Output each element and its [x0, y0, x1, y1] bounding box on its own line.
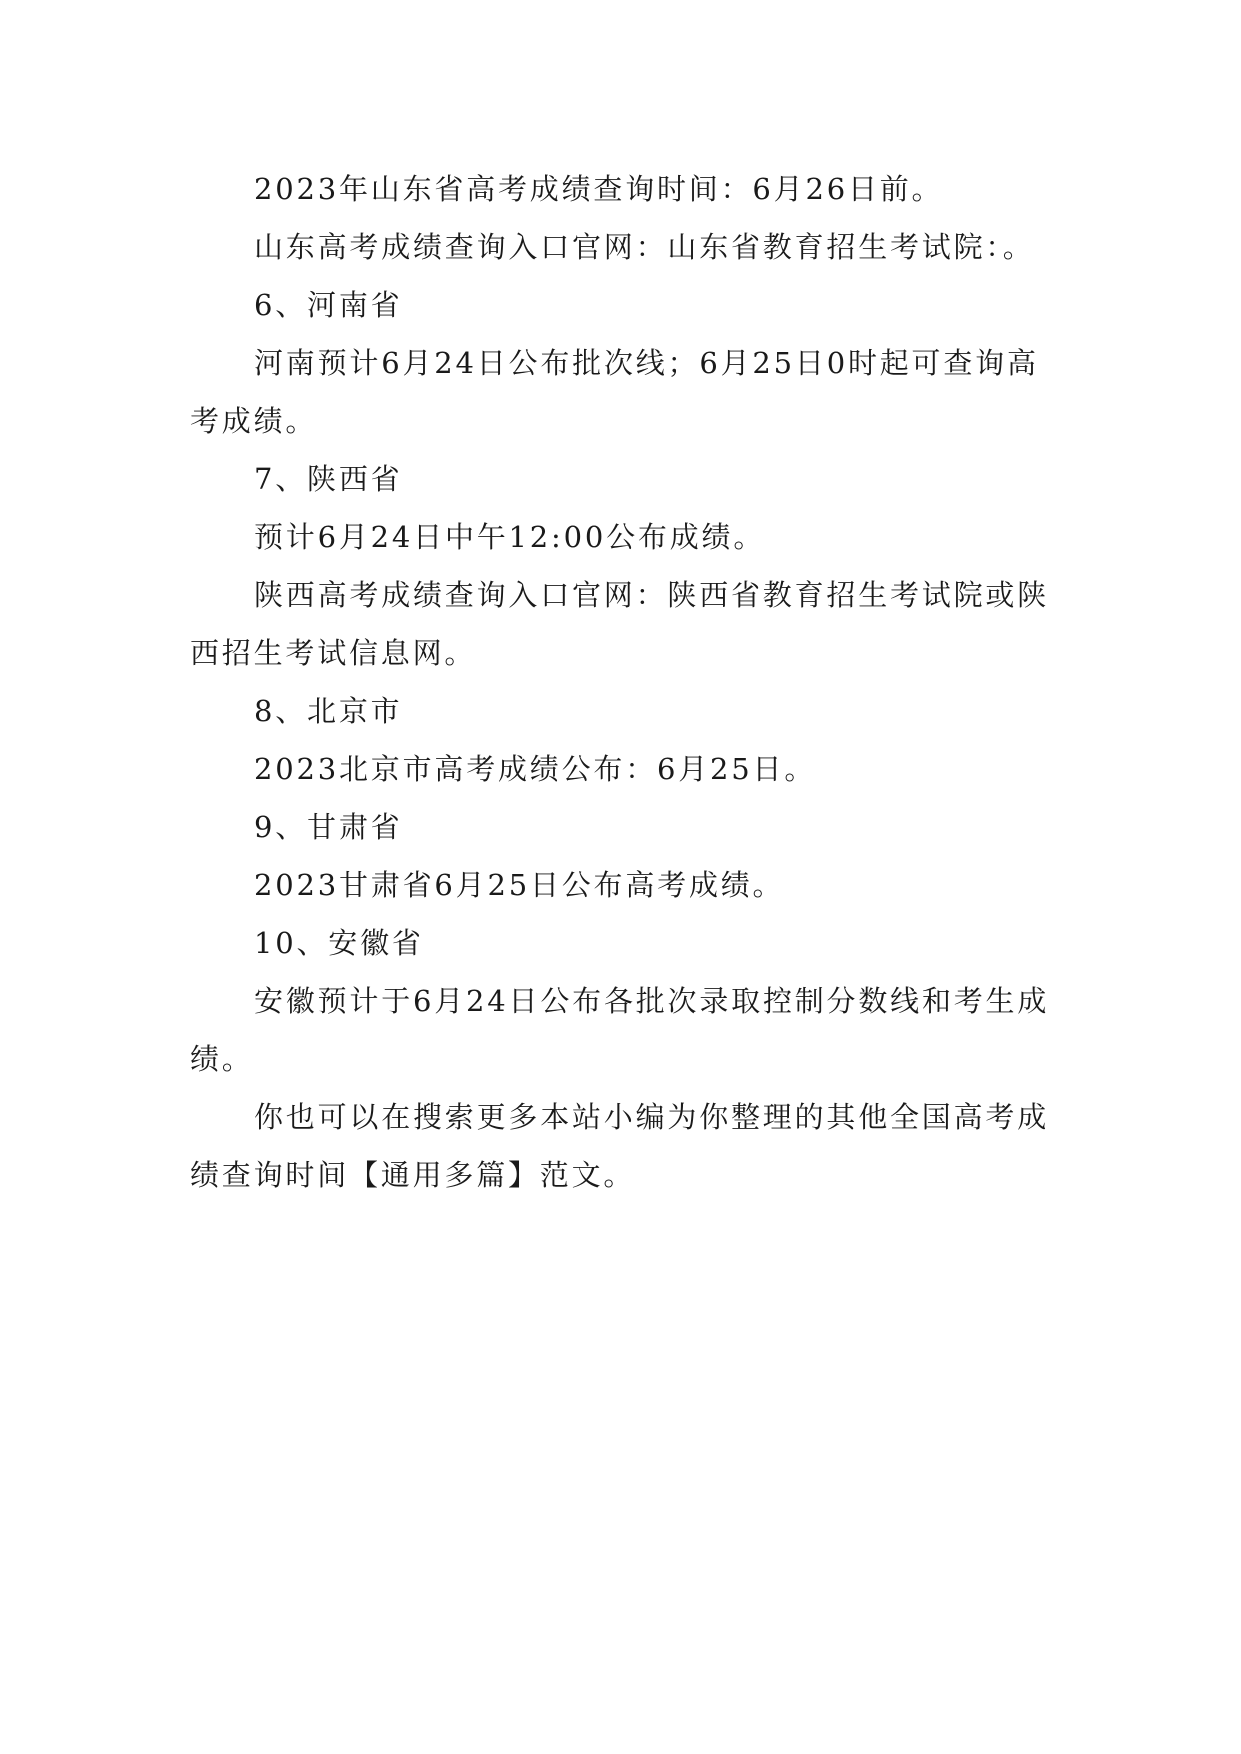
section-heading-shaanxi: 7、陕西省 — [254, 462, 403, 496]
section-heading-henan: 6、河南省 — [254, 288, 403, 322]
document-body — [190, 160, 1060, 1204]
paragraph-closing: 你也可以在搜索更多本站小编为你整理的其他全国高考成绩查询时间【通用多篇】范文。 — [190, 1100, 1050, 1192]
paragraph-henan: 河南预计6月24日公布批次线；6月25日0时起可查询高考成绩。 — [190, 346, 1039, 438]
section-heading-anhui: 10、安徽省 — [254, 926, 424, 960]
paragraph-shandong-query-time: 2023年山东省高考成绩查询时间：6月26日前。 — [254, 172, 944, 206]
section-heading-gansu: 9、甘肃省 — [254, 810, 403, 844]
paragraph-beijing: 2023北京市高考成绩公布：6月25日。 — [254, 752, 817, 786]
paragraph-shaanxi-time: 预计6月24日中午12:00公布成绩。 — [254, 520, 766, 554]
section-heading-beijing: 8、北京市 — [254, 694, 403, 728]
paragraph-anhui: 安徽预计于6月24日公布各批次录取控制分数线和考生成绩。 — [190, 984, 1050, 1076]
paragraph-shandong-query-site: 山东高考成绩查询入口官网：山东省教育招生考试院：。 — [254, 230, 1035, 264]
paragraph-shaanxi-site: 陕西高考成绩查询入口官网：陕西省教育招生考试院或陕西招生考试信息网。 — [190, 578, 1050, 670]
paragraph-gansu: 2023甘肃省6月25日公布高考成绩。 — [254, 868, 785, 902]
